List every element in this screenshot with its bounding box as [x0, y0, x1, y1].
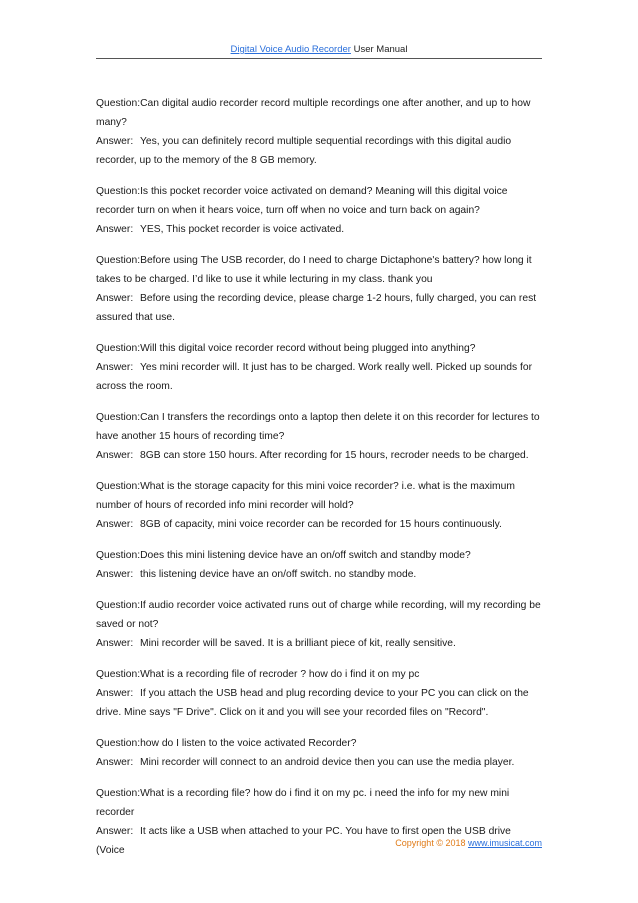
answer-body: Yes mini recorder will. It just has to be charged. Work really well. Picked up sounds for across the room. [96, 362, 533, 392]
answer-body: Mini recorder will connect to an android device then you can use the media player. [140, 757, 515, 768]
header-divider [96, 58, 542, 59]
question-text: Question:Does this mini listening device have an on/off switch and standby mode? [96, 550, 471, 561]
answer-text [96, 446, 542, 465]
qa-item-3 [96, 251, 542, 327]
answer-text [96, 753, 542, 772]
header-title-link[interactable]: Digital Voice Audio Recorder [230, 44, 351, 55]
answer-text [96, 515, 542, 534]
answer-label: Answer: [96, 293, 134, 304]
answer-text [96, 132, 542, 170]
answer-text [96, 684, 542, 722]
answer-label: Answer: [96, 224, 134, 235]
answer-body: 8GB can store 150 hours. After recording for 15 hours, recroder needs to be charged. [140, 450, 529, 461]
answer-label: Answer: [96, 688, 134, 699]
qa-item-11 [96, 784, 542, 860]
qa-item-2 [96, 182, 542, 239]
qa-item-10 [96, 734, 542, 772]
answer-label: Answer: [96, 450, 134, 461]
question-text: Question:how do I listen to the voice activated Recorder? [96, 738, 357, 749]
answer-body: Before using the recording device, please charge 1-2 hours, fully charged, you can rest assured that use. [96, 293, 537, 323]
answer-text [96, 220, 542, 239]
answer-label: Answer: [96, 569, 134, 580]
page-footer [96, 838, 542, 848]
qa-item-8 [96, 596, 542, 653]
answer-label: Answer: [96, 757, 134, 768]
qa-item-6 [96, 477, 542, 534]
answer-label: Answer: [96, 638, 134, 649]
answer-body: Mini recorder will be saved. It is a brilliant piece of kit, really sensitive. [140, 638, 456, 649]
answer-body: 8GB of capacity, mini voice recorder can be recorded for 15 hours continuously. [140, 519, 502, 530]
question-text: Question:Will this digital voice recorder record without being plugged into anything? [96, 343, 476, 354]
qa-item-5 [96, 408, 542, 465]
question-text: Question:If audio recorder voice activated runs out of charge while recording, will my recording be saved or not? [96, 600, 541, 630]
answer-label: Answer: [96, 362, 134, 373]
question-text: Question:Can digital audio recorder record multiple recordings one after another, and up to how many? [96, 98, 531, 128]
qa-item-7 [96, 546, 542, 584]
qa-item-1 [96, 94, 542, 170]
answer-body: this listening device have an on/off switch. no standby mode. [140, 569, 417, 580]
qa-item-4 [96, 339, 542, 396]
answer-text [96, 634, 542, 653]
answer-label: Answer: [96, 519, 134, 530]
answer-body: If you attach the USB head and plug recording device to your PC you can click on the drive. Mine says "F Drive". Click on it and you will see your recorded files on "Record". [96, 688, 529, 718]
answer-body: Yes, you can definitely record multiple sequential recordings with this digital audio recorder, up to the memory of the 8 GB memory. [96, 136, 512, 166]
header-title-rest: User Manual [350, 44, 408, 55]
answer-text [96, 565, 542, 584]
footer-website-link[interactable]: www.imusicat.com [467, 838, 542, 848]
copyright-text: Copyright © 2018 [395, 838, 468, 848]
question-text: Question:What is a recording file of recroder ? how do i find it on my pc [96, 669, 420, 680]
question-text: Question:Is this pocket recorder voice activated on demand? Meaning will this digital voice recorder turn on when it hears voice, turn off when no voice and turn back on again? [96, 186, 508, 216]
answer-body: It acts like a USB when attached to your PC. You have to first open the USB drive (Voice [96, 826, 511, 856]
faq-content [96, 94, 542, 872]
question-text: Question:What is a recording file? how do i find it on my pc. i need the info for my new mini recorder [96, 788, 510, 818]
answer-body: YES, This pocket recorder is voice activated. [140, 224, 345, 235]
question-text: Question:Before using The USB recorder, do I need to charge Dictaphone's battery? how long it takes to be charged. I’d like to use it while lecturing in my class. thank you [96, 255, 532, 285]
question-text: Question:What is the storage capacity for this mini voice recorder? i.e. what is the maximum number of hours of recorded info mini recorder will hold? [96, 481, 515, 511]
qa-item-9 [96, 665, 542, 722]
answer-label: Answer: [96, 826, 134, 837]
page-header [96, 44, 542, 55]
answer-label: Answer: [96, 136, 134, 147]
question-text: Question:Can I transfers the recordings onto a laptop then delete it on this recorder for lectures to have another 15 hours of recording time? [96, 412, 540, 442]
answer-text [96, 289, 542, 327]
answer-text [96, 358, 542, 396]
